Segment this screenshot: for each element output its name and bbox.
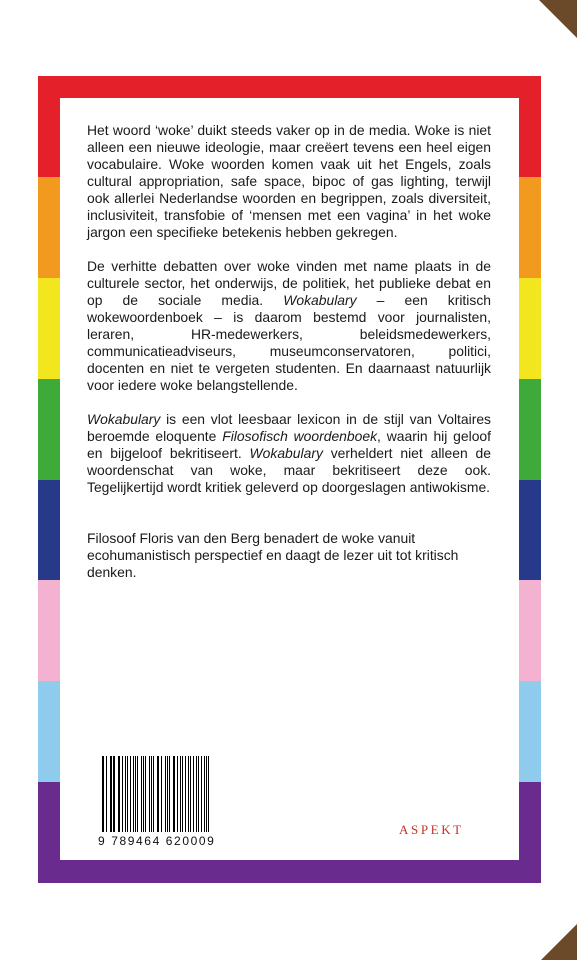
blurb-p3-a: is een vlot leesbaar lexicon in de stijl van Voltaires beroemde eloquente [87,411,491,444]
barcode-bar [169,756,170,832]
barcode-bar [118,756,119,832]
blurb-p3-title-2: Filosofisch woordenboek [222,428,378,444]
corner-ribbon-top [539,0,577,38]
blurb-paragraph-2 [87,258,491,394]
barcode-bar [161,756,162,832]
barcode-bar [137,756,138,832]
barcode-bar [125,756,126,832]
barcode-bar [153,756,154,832]
blurb-p3-title-3: Wokabulary [249,445,323,461]
blurb-p3-title-1: Wokabulary [87,411,161,427]
back-cover-panel [60,98,519,860]
barcode-bars [98,756,216,832]
blurb-p2-start: De verhitte debatten over woke vinden met name plaats in de culturele sector, het onderwijs, de politiek, het publieke debat en op de sociale media. [87,258,491,308]
barcode-bar [196,756,197,832]
barcode-bar [190,756,191,832]
blurb-p3-b: , waarin hij geloof en bijgeloof bekritiseert. [87,428,491,461]
blurb-paragraph-1: Het woord ‘woke’ duikt steeds vaker op in de media. Woke is niet alleen een nieuwe ideologie, maar creëert tevens een heel eigen vocabulaire. Woke woorden komen vaak uit het Engels, zoals cultural appropriation, safe space, bipoc of gas lighting, terwijl ook allerlei Nederlandse woorden en begrippen, zoals diversiteit, inclusiviteit, transfobie of ‘mensen met een vagina’ in het woke jargon een specifieke betekenis hebben gekregen. [87,122,491,240]
blurb-paragraph-3 [87,411,491,496]
barcode-bar [127,756,128,832]
barcode-bar [165,756,166,832]
barcode-bar [180,756,181,832]
barcode-number: 9 789464 620009 [98,834,216,848]
barcode-bar [182,756,183,832]
barcode-bar [204,756,205,832]
barcode-bar [141,756,142,832]
barcode-bar [113,756,114,832]
barcode [98,756,216,848]
blurb-p2-end: – een kritisch wokewoordenboek – is daarom bestemd voor journalisten, leraren, HR-medewerkers, beleidsmedewerkers, communicatieadviseurs, museumconservatoren, politici, docenten en niet te vergeten studenten. En daarnaast natuurlijk voor iedere woke belangstellende. [87,292,491,393]
corner-ribbon-bottom [541,924,577,960]
blurb-p3-c: verheldert niet alleen de woordenschat van woke, maar bekritiseert deze ook. Tegelijkertijd wordt kritiek geleverd op doorgeslagen antiwokisme. [87,445,491,495]
barcode-bar [145,756,146,832]
blurb-text [87,122,491,598]
barcode-bar [106,756,107,832]
publisher-logo: ASPEKT [399,822,464,837]
blurb-p2-title: Wokabulary [283,292,357,308]
barcode-bar [208,756,209,832]
blurb-paragraph-4: Filosoof Floris van den Berg benadert de woke vanuit ecohumanistisch perspectief en daagt de lezer uit tot kritisch denken. [87,530,459,580]
